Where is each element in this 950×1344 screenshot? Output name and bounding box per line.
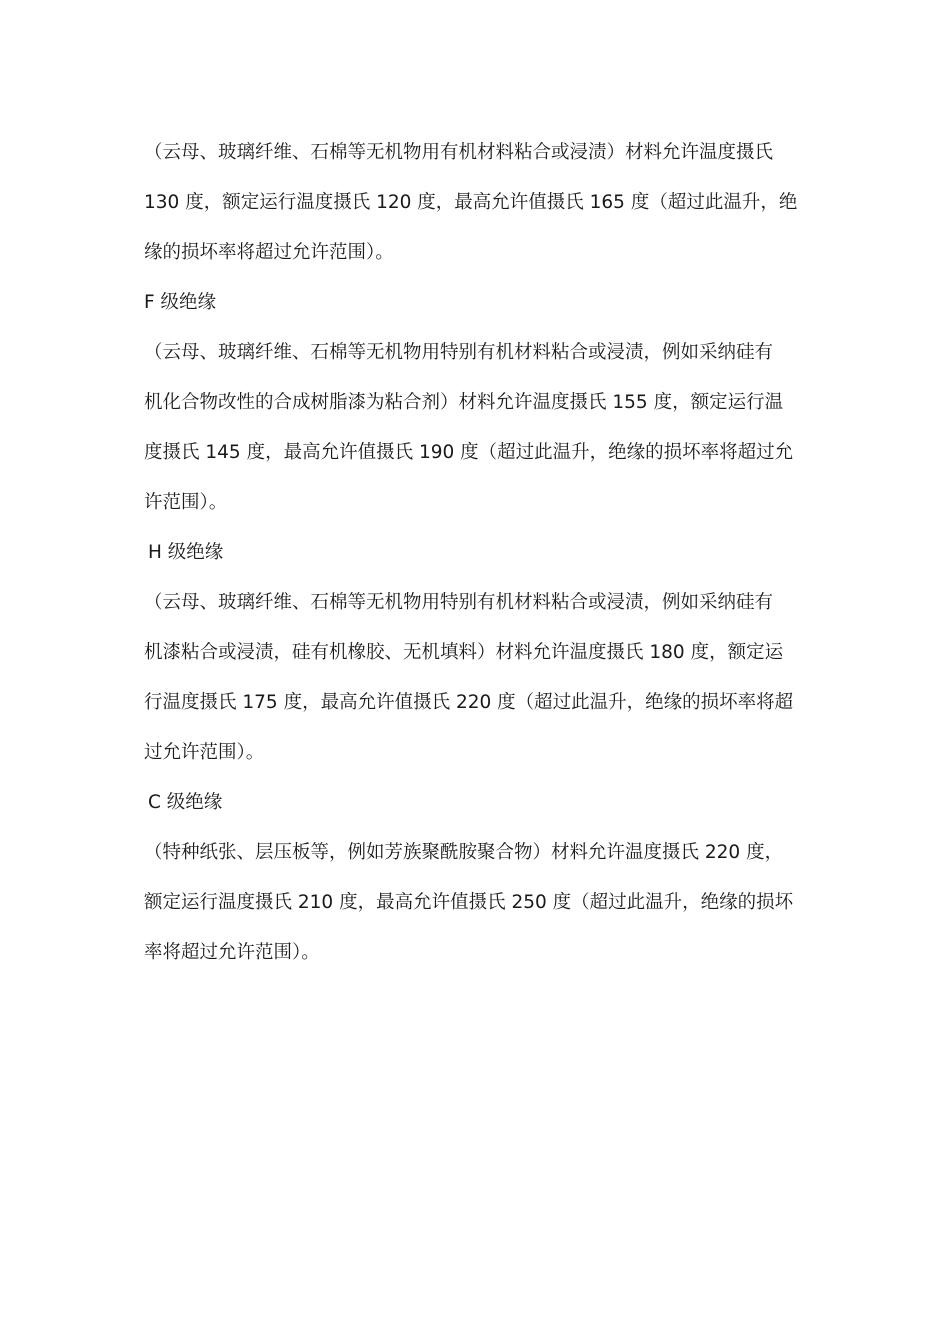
b-class-paragraph <box>144 128 808 278</box>
paragraph-line: （云母、玻璃纤维、石棉等无机物用特别有机材料粘合或浸渍，例如采纳硅有 <box>144 342 774 363</box>
paragraph-line: 率将超过允许范围）。 <box>144 942 320 963</box>
paragraph-line: 行温度摄氏 175 度，最高允许值摄氏 220 度（超过此温升，绝缘的损坏率将超 <box>144 692 794 713</box>
f-class-paragraph <box>144 328 808 528</box>
paragraph-line: 机漆粘合或浸渍，硅有机橡胶、无机填料）材料允许温度摄氏 180 度，额定运 <box>144 642 784 663</box>
c-class-paragraph <box>144 828 808 978</box>
paragraph-line: （云母、玻璃纤维、石棉等无机物用特别有机材料粘合或浸渍，例如采纳硅有 <box>144 592 774 613</box>
document-body <box>144 128 808 978</box>
paragraph-line: 机化合物改性的合成树脂漆为粘合剂）材料允许温度摄氏 155 度，额定运行温 <box>144 392 784 413</box>
paragraph-line: 130 度，额定运行温度摄氏 120 度，最高允许值摄氏 165 度（超过此温升，绝 <box>144 192 798 213</box>
paragraph-line: 度摄氏 145 度，最高允许值摄氏 190 度（超过此温升，绝缘的损坏率将超过允 <box>144 442 794 463</box>
paragraph-line: 过允许范围）。 <box>144 742 265 763</box>
h-class-paragraph <box>144 578 808 778</box>
paragraph-line: （特种纸张、层压板等，例如芳族聚酰胺聚合物）材料允许温度摄氏 220 度， <box>144 842 784 863</box>
h-class-heading: H 级绝缘 <box>148 542 224 563</box>
f-class-heading: F 级绝缘 <box>144 292 217 313</box>
paragraph-line: 缘的损坏率将超过允许范围）。 <box>144 242 394 263</box>
paragraph-line: （云母、玻璃纤维、石棉等无机物用有机材料粘合或浸渍）材料允许温度摄氏 <box>144 142 774 163</box>
paragraph-line: 额定运行温度摄氏 210 度，最高允许值摄氏 250 度（超过此温升，绝缘的损坏 <box>144 892 794 913</box>
c-class-heading: C 级绝缘 <box>148 792 223 813</box>
paragraph-line: 许范围）。 <box>144 492 228 513</box>
